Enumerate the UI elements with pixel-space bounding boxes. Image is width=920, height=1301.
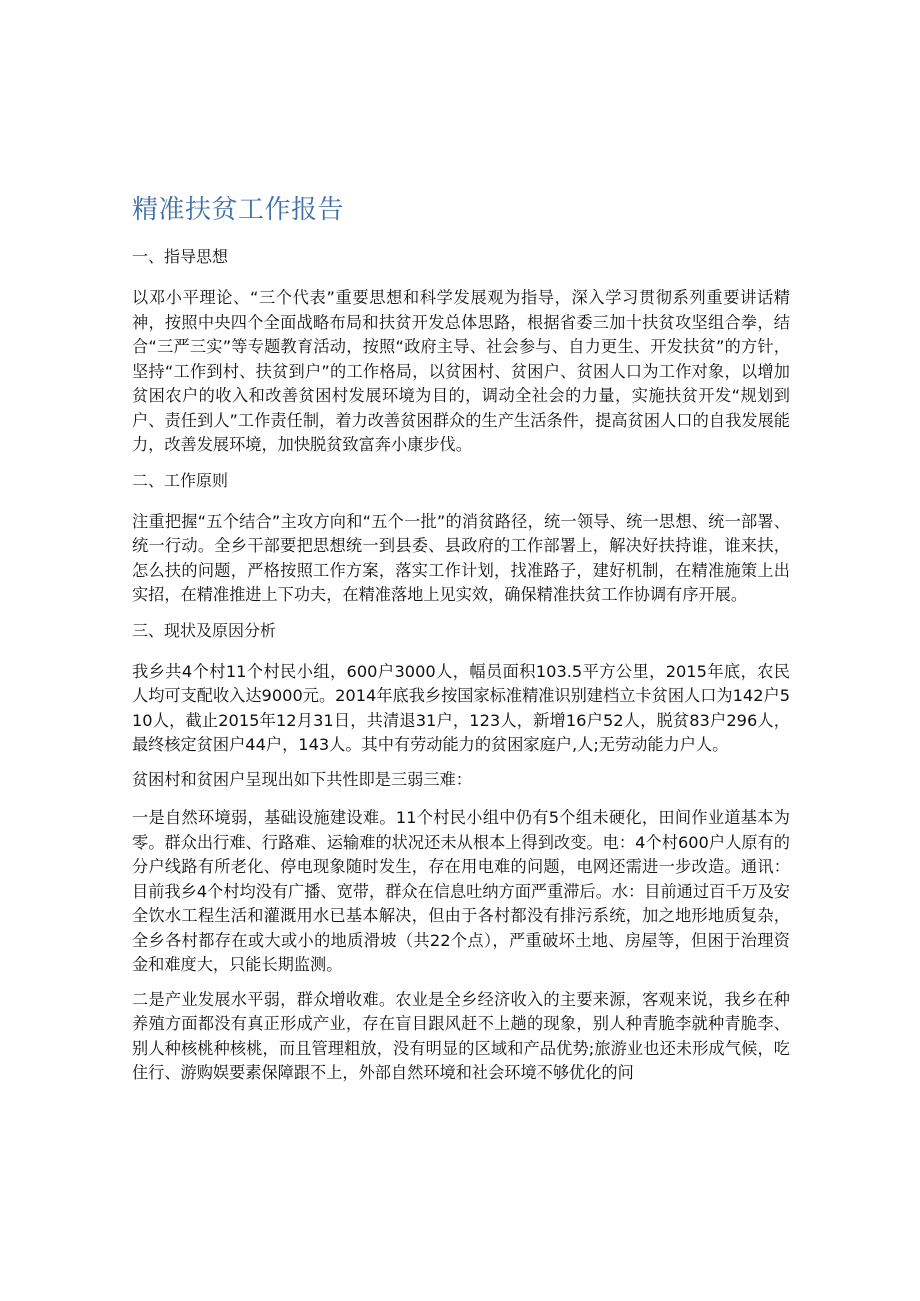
paragraph-natural-environment: 一是自然环境弱，基础设施建设难。11个村民小组中仍有5个组未硬化，田间作业道基本为零。群众出行难、行路难、运输难的状况还未从根本上得到改变。电：4个村600户人原有的分户线路有所老化、停电现象随时发生，存在用电难的问题，电网还需进一步改造。通讯：目前我乡4个村均没有广播、宽带，群众在信息吐纳方面严重滞后。水：目前通过百千万及安全饮水工程生活和灌溉用水已基本解决，但由于各村都没有排污系统，加之地形地质复杂，全乡各村都存在或大或小的地质滑坡（共22个点），严重破坏土地、房屋等，但困于治理资金和难度大，只能长期监测。: [132, 808, 790, 974]
document-title: 精准扶贫工作报告: [132, 195, 345, 225]
section-heading-guiding-ideology: 一、指导思想: [132, 247, 229, 266]
paragraph-guiding-ideology: 以邓小平理论、“三个代表”重要思想和科学发展观为指导，深入学习贯彻系列重要讲话精神，按照中央四个全面战略布局和扶贫开发总体思路，根据省委三加十扶贫攻坚组合拳，结合“三严三实”等专题教育活动，按照“政府主导、社会参与、自力更生、开发扶贫”的方针，坚持“工作到村、扶贫到户”的工作格局，以贫困村、贫困户、贫困人口为工作对象，以增加贫困农户的收入和改善贫困村发展环境为目的，调动全社会的力量，实施扶贫开发“规划到户、责任到人”工作责任制，着力改善贫困群众的生产生活条件，提高贫困人口的自我发展能力，改善发展环境，加快脱贫致富奔小康步伐。: [132, 288, 790, 454]
document-page: [132, 190, 790, 1096]
paragraph-township-overview: 我乡共4个村11个村民小组，600户3000人，幅员面积103.5平方公里，2015年底，农民人均可支配收入达9000元。2014年底我乡按国家标准精准识别建档立卡贫困人口为142户510人，截止2015年12月31日，共清退31户，123人，新增16户52人，脱贫83户296人，最终核定贫困户44户，143人。其中有劳动能力的贫困家庭户,人;无劳动能力户人。: [132, 661, 790, 754]
paragraph-industry-development: 二是产业发展水平弱，群众增收难。农业是全乡经济收入的主要来源，客观来说，我乡在种养殖方面都没有真正形成产业，存在盲目跟风赶不上趟的现象，别人种青脆李就种青脆李、别人种核桃种核桃，而且管理粗放，没有明显的区域和产品优势;旅游业也还未形成气候，吃住行、游购娱要素保障跟不上，外部自然环境和社会环境不够优化的问: [132, 989, 790, 1082]
paragraph-common-features: 贫困村和贫困户呈现出如下共性即是三弱三难：: [132, 769, 472, 789]
section-heading-work-principles: 二、工作原则: [132, 470, 229, 490]
paragraph-work-principles: 注重把握“五个结合”主攻方向和“五个一批”的消贫路径，统一领导、统一思想、统一部署、统一行动。全乡干部要把思想统一到县委、县政府的工作部署上，解决好扶持谁，谁来扶，怎么扶的问题，严格按照工作方案，落实工作计划，找准路子，建好机制，在精准施策上出实招，在精准推进上下功夫，在精准落地上见实效，确保精准扶贫工作协调有序开展。: [132, 511, 790, 604]
section-heading-status-analysis: 三、现状及原因分析: [132, 620, 277, 640]
